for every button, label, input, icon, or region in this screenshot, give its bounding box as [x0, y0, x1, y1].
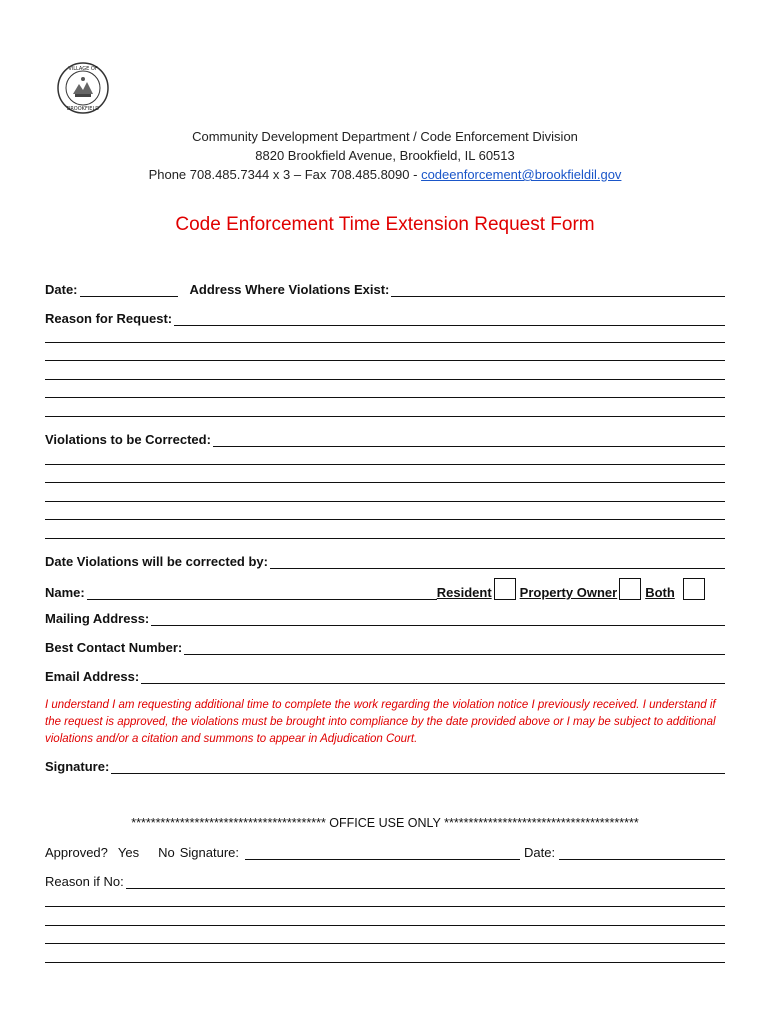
signature-row [45, 759, 725, 774]
header-address: 8820 Brookfield Avenue, Brookfield, IL 60513 [255, 148, 515, 163]
email-field[interactable] [141, 669, 725, 684]
violations-line[interactable] [45, 538, 725, 539]
reason-if-no-row [45, 874, 725, 889]
mailing-field[interactable] [151, 611, 725, 626]
approved-yes[interactable]: Yes [117, 845, 140, 860]
reason-line[interactable] [45, 397, 725, 398]
date-corrected-row [45, 554, 725, 569]
contact-field[interactable] [184, 640, 725, 655]
header-department: Community Development Department / Code Enforcement Division [192, 129, 578, 144]
date-field[interactable] [80, 282, 178, 297]
reason-line[interactable] [45, 342, 725, 343]
reason-field[interactable] [174, 311, 725, 326]
reason-if-no-line[interactable] [45, 925, 725, 926]
reason-if-no-line[interactable] [45, 962, 725, 963]
resident-checkbox[interactable] [494, 578, 516, 600]
property-owner-checkbox[interactable] [619, 578, 641, 600]
office-date-field[interactable] [559, 845, 725, 860]
reason-label: Reason for Request: [45, 311, 173, 326]
office-use-banner: **************************************** OFFICE USE ONLY **************************************** [131, 816, 639, 830]
header-phone-fax: Phone 708.485.7344 x 3 – Fax 708.485.8090 - [148, 167, 422, 182]
village-seal-logo [57, 62, 109, 114]
mailing-label: Mailing Address: [45, 611, 150, 626]
approved-no[interactable]: No [158, 845, 175, 860]
email-label: Email Address: [45, 669, 140, 684]
reason-line[interactable] [45, 416, 725, 417]
both-label: Both [645, 585, 675, 600]
office-signature-label: Signature: [179, 845, 239, 860]
date-label: Date: [45, 282, 78, 297]
property-owner-label: Property Owner [519, 585, 618, 600]
signature-field[interactable] [111, 759, 725, 774]
name-label: Name: [45, 585, 85, 600]
approved-label: Approved? [45, 845, 108, 860]
svg-text:VILLAGE OF: VILLAGE OF [68, 66, 98, 72]
violations-line[interactable] [45, 519, 725, 520]
name-row [45, 578, 725, 600]
violations-line[interactable] [45, 464, 725, 465]
office-date-label: Date: [524, 845, 556, 860]
contact-label: Best Contact Number: [45, 640, 183, 655]
name-field[interactable] [87, 585, 437, 600]
violations-label: Violations to be Corrected: [45, 432, 211, 447]
email-row [45, 669, 725, 684]
violations-line[interactable] [45, 482, 725, 483]
contact-row [45, 640, 725, 655]
date-corrected-field[interactable] [270, 554, 725, 569]
email-link[interactable]: codeenforcement@brookfieldil.gov [421, 167, 622, 182]
reason-if-no-line[interactable] [45, 906, 725, 907]
approval-row [45, 845, 725, 860]
address-label: Address Where Violations Exist: [189, 282, 390, 297]
reason-if-no-line[interactable] [45, 943, 725, 944]
reason-line[interactable] [45, 379, 725, 380]
office-signature-field[interactable] [245, 845, 520, 860]
reason-if-no-label: Reason if No: [45, 874, 124, 889]
form-title: Code Enforcement Time Extension Request Form [175, 214, 595, 235]
violations-row [45, 432, 725, 447]
date-address-row [45, 282, 725, 297]
reason-line[interactable] [45, 360, 725, 361]
date-corrected-label: Date Violations will be corrected by: [45, 554, 268, 569]
disclaimer-text: I understand I am requesting additional time to complete the work regarding the violation notice I previously received. I understand if the request is approved, the violations must be brought into compliance by the date provided above or I may be subject to additional violations and/or a citation and summons to appear in Adjudication Court. [45, 699, 716, 745]
reason-if-no-field[interactable] [126, 874, 725, 889]
reason-row [45, 311, 725, 326]
header-contact [0, 167, 770, 182]
mailing-row [45, 611, 725, 626]
signature-label: Signature: [45, 759, 110, 774]
resident-label: Resident [436, 585, 492, 600]
address-field[interactable] [391, 282, 725, 297]
svg-text:BROOKFIELD: BROOKFIELD [66, 106, 100, 112]
violations-line[interactable] [45, 501, 725, 502]
violations-field[interactable] [213, 432, 725, 447]
both-checkbox[interactable] [683, 578, 705, 600]
